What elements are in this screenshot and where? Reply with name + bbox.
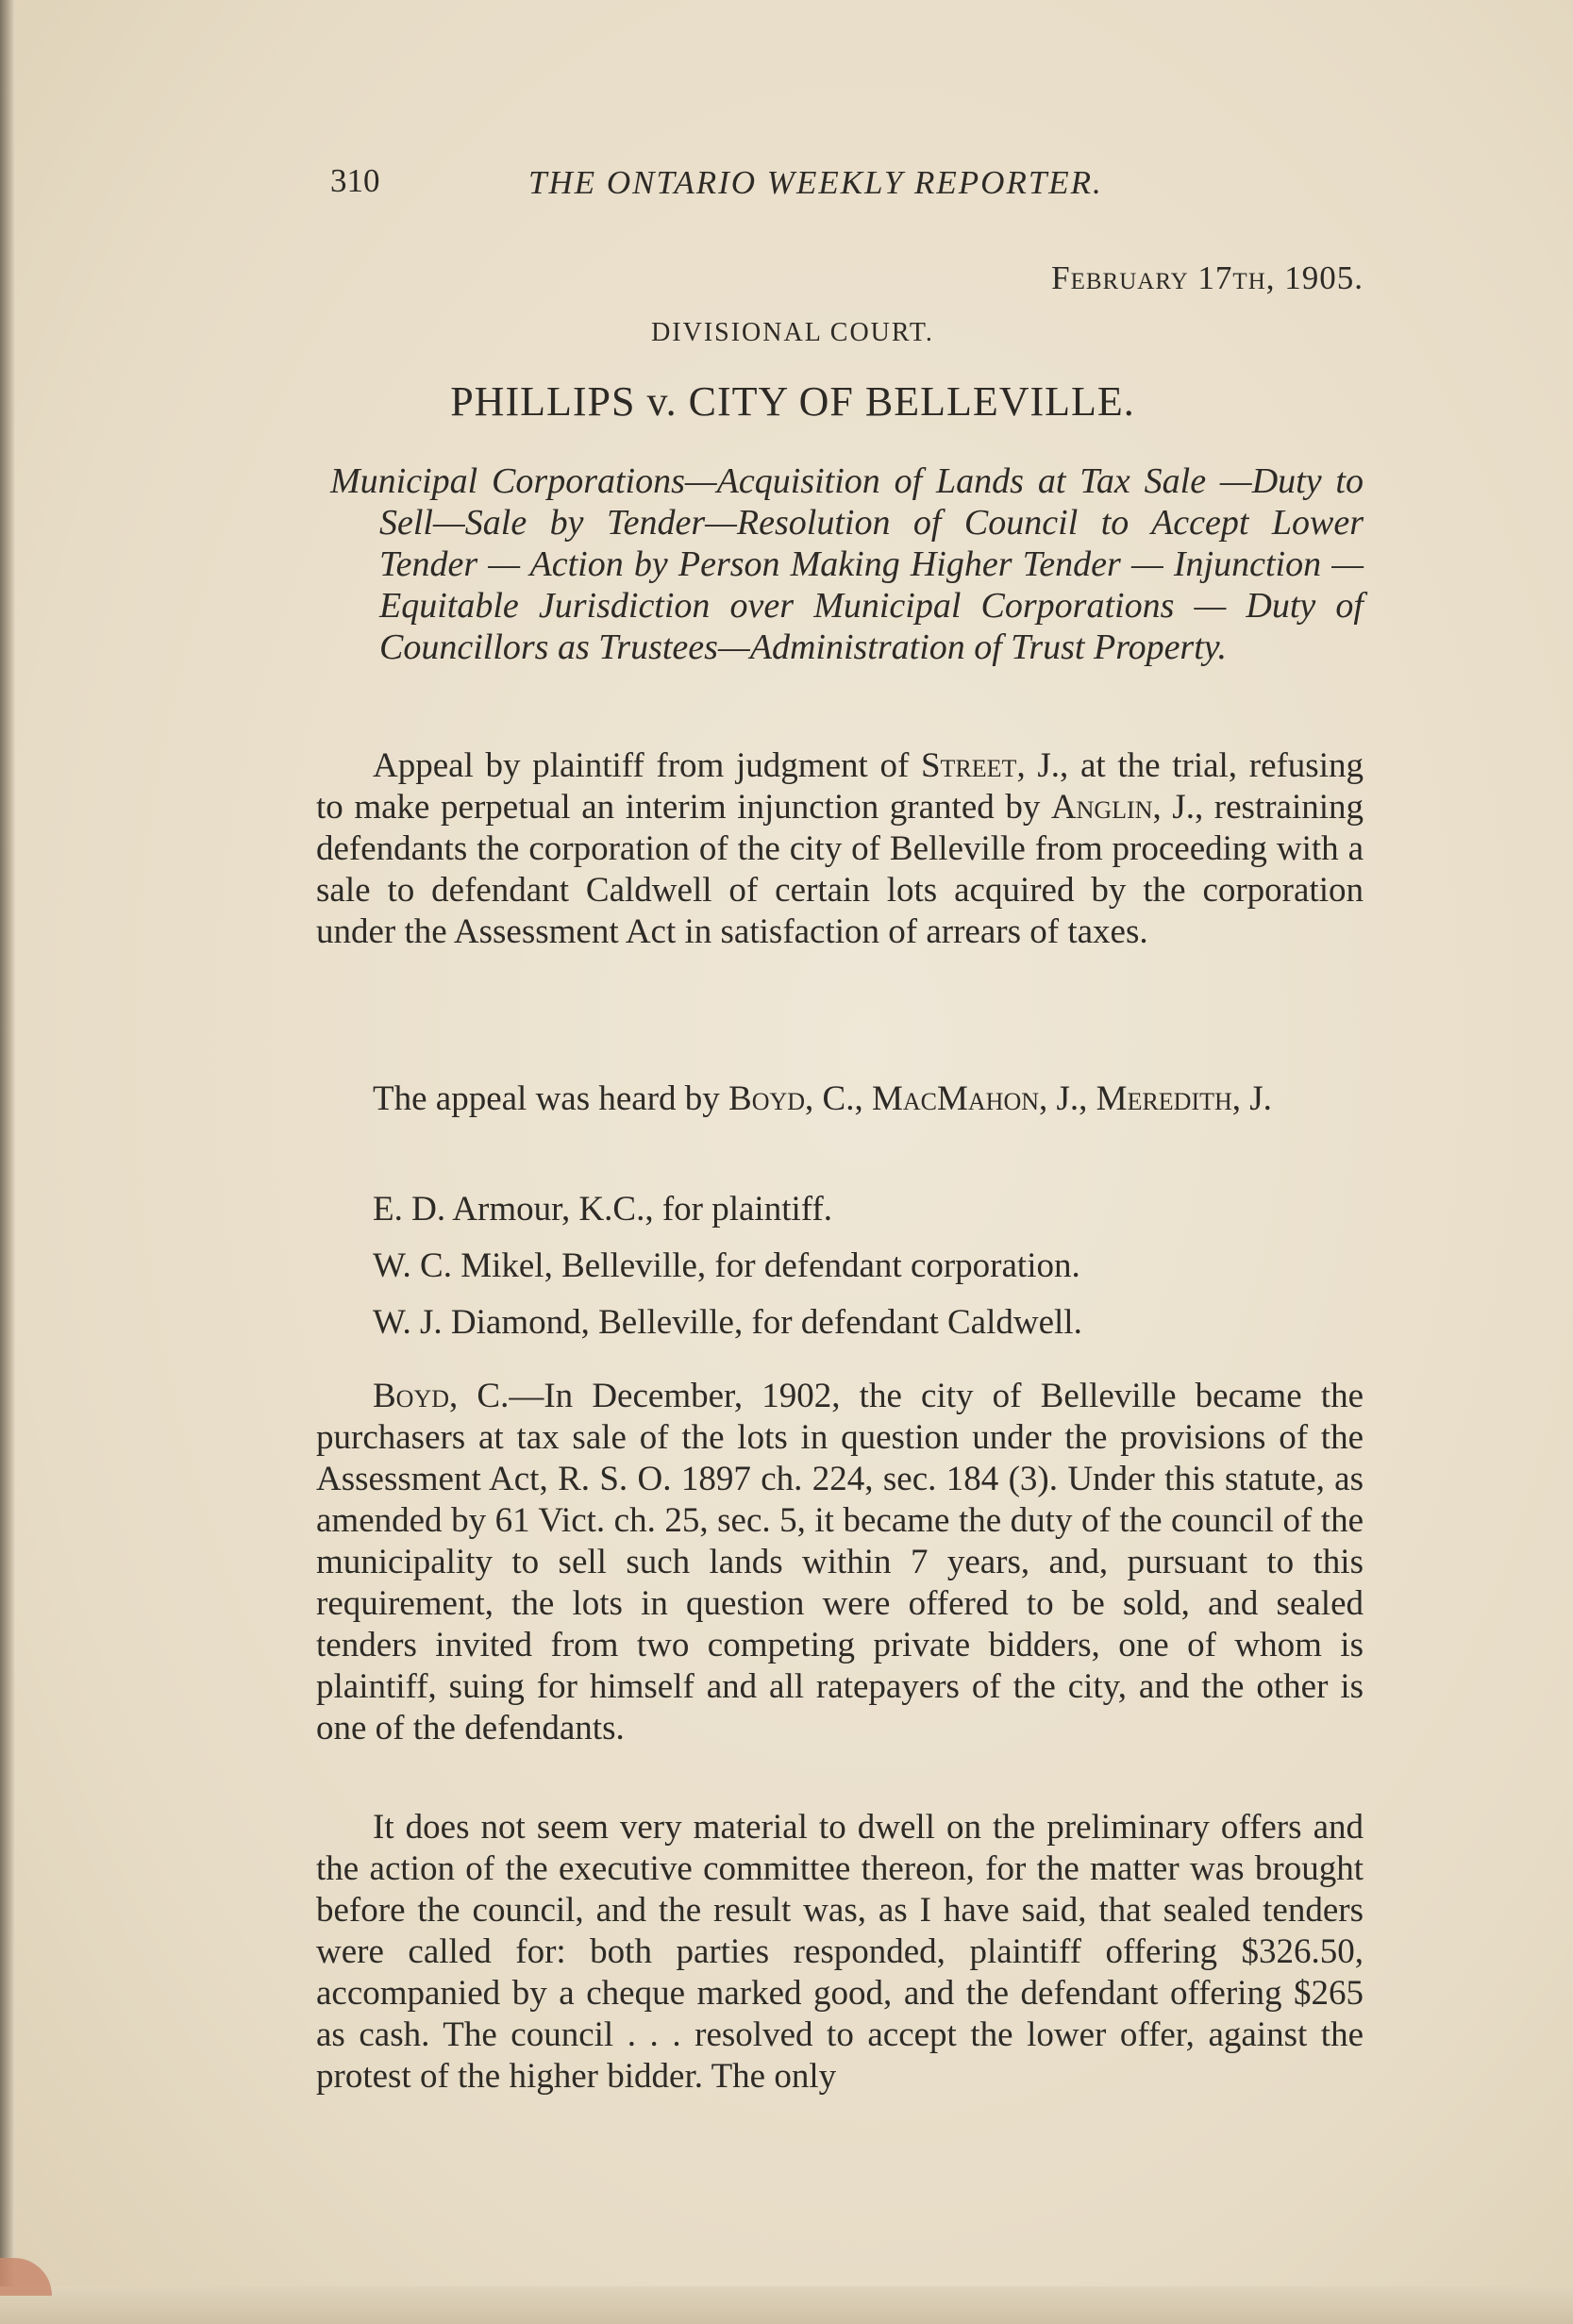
page-bottom-edge — [0, 2286, 1573, 2324]
heard-judge-macmahon: MacMahon — [871, 1079, 1040, 1118]
heard-text-4: , J. — [1231, 1079, 1272, 1118]
judgment-paragraph-1 — [316, 1376, 1364, 1749]
appeal-paragraph — [316, 745, 1364, 953]
hearing-paragraph — [316, 1078, 1364, 1120]
running-header — [330, 162, 1161, 209]
counsel-plaintiff: E. D. Armour, K.C., for plaintiff. — [373, 1190, 832, 1229]
heard-text-1: The appeal was heard by — [373, 1079, 729, 1118]
court-name: DIVISIONAL COURT. — [651, 318, 934, 347]
appeal-judge-anglin: Anglin — [1050, 788, 1153, 827]
book-spine-shadow — [0, 0, 15, 2324]
case-title: PHILLIPS v. CITY OF BELLEVILLE. — [450, 378, 1135, 425]
headnote-text: Municipal Corporations—Acquisition of Lands at Tax Sale —Duty to Sell—Sale by Tender—Resolution of Council to Accept Lower Tender — Action by Person Making Higher Tender — Injunction — Equitable Jurisdiction over Municipal Corporations — Duty of Councillors as Trustees—Administration of Trust Property. — [330, 461, 1364, 667]
judgment-judge-boyd: Boyd — [373, 1377, 450, 1415]
appeal-text-1: Appeal by plaintiff from judgment of — [373, 746, 921, 785]
heard-text-2: , C., — [805, 1079, 872, 1118]
judgment-paragraph-2: It does not seem very material to dwell on the preliminary offers and the action of the executive committee thereon, for the matter was brought before the council, and the result was, as I have said, that sealed tenders were called for: both parties responded, plaintiff offering $326.50, accompanied by a cheque marked good, and the defendant offering $265 as cash. The council . . . resolved to accept the lower offer, against the protest of the higher bidder. The only — [316, 1808, 1364, 2096]
decision-date: February 17th, 1905. — [1051, 259, 1364, 296]
heard-text-3: , J., — [1039, 1079, 1096, 1118]
running-title: THE ONTARIO WEEKLY REPORTER. — [528, 164, 1103, 201]
counsel-defendant-caldwell: W. J. Diamond, Belleville, for defendant Caldwell. — [373, 1303, 1082, 1342]
appeal-judge-street: Street — [920, 746, 1017, 785]
appeal-text-3: , J., restraining defendants the corporation of the city of Belleville from proceeding with a sale to defendant Caldwell of certain lots acquired by the corporation under the Assessment Act in satisfaction of arrears of taxes. — [316, 788, 1364, 951]
headnote — [330, 460, 1364, 668]
appeal-text-2: , J., at the trial, refusing to make perpetual an interim injunction granted by — [316, 746, 1364, 827]
page-number: 310 — [330, 162, 380, 199]
heard-judge-meredith: Meredith — [1096, 1079, 1232, 1118]
judgment-text-1: , C.—In December, 1902, the city of Belleville became the purchasers at tax sale of the lots in question under the provisions of the Assessment Act, R. S. O. 1897 ch. 224, sec. 184 (3). Under this statute, as amended by 61 Vict. ch. 25, sec. 5, it became the duty of the council of the municipality to sell such lands within 7 years, and, pursuant to this requirement, the lots in question were offered to be sold, and sealed tenders invited from two competing private bidders, one of whom is plaintiff, suing for himself and all ratepayers of the city, and the other is one of the defendants. — [316, 1377, 1364, 1747]
heard-judge-boyd: Boyd — [728, 1079, 806, 1118]
counsel-defendant-corporation: W. C. Mikel, Belleville, for defendant corporation. — [373, 1246, 1080, 1285]
